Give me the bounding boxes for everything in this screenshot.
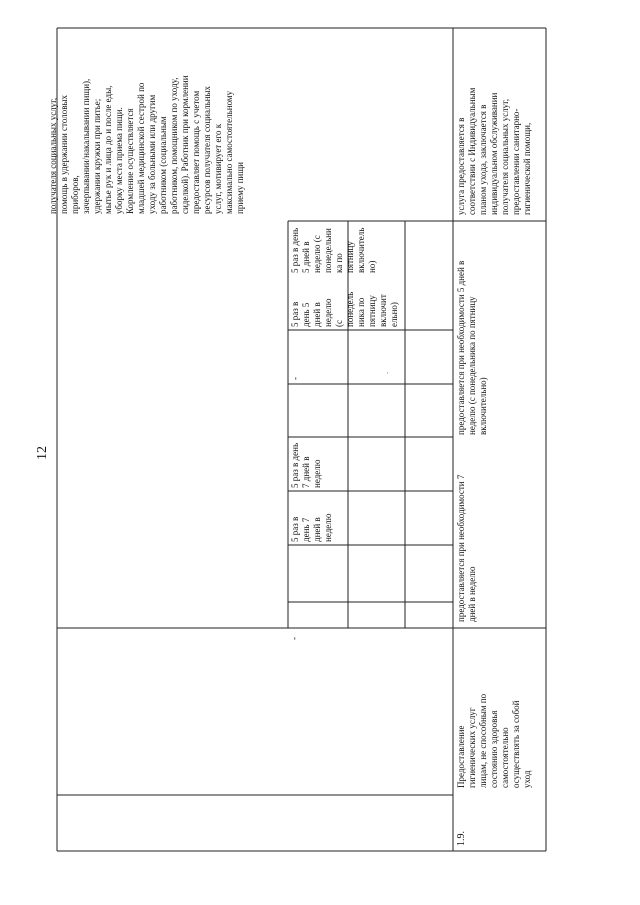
line: предоставляет помощь с учетом	[191, 90, 201, 214]
line: осуществлять за собой	[511, 700, 521, 788]
line: уборку места приема пищи.	[114, 107, 124, 214]
line: гигиенических услуг	[467, 707, 477, 788]
line: состоянию здоровья	[489, 710, 499, 788]
line: 5 дней в	[301, 241, 311, 273]
line: помощь в удержании столовых	[59, 94, 69, 214]
line: 5 раз в	[290, 516, 300, 542]
line: работником (социальным	[158, 116, 168, 214]
freq-cell	[290, 377, 301, 380]
line: ка по	[334, 253, 344, 273]
service-description	[456, 88, 533, 215]
line: ника по	[356, 297, 366, 327]
row-number	[456, 831, 467, 846]
line: мытье рук и лица до и после еды,	[103, 85, 113, 214]
freq-cell	[290, 514, 334, 542]
line: самостоятельно	[500, 727, 510, 788]
line: дней в неделю	[467, 566, 477, 622]
line: дней в	[312, 302, 322, 327]
line: зачерпывании/накалывании пищи),	[81, 78, 91, 214]
line: максимально самостоятельному	[224, 90, 234, 214]
line: Предоставление	[456, 725, 466, 788]
line: получателя социальных услуг,	[500, 98, 510, 215]
line: день 5	[301, 302, 311, 327]
line: приборов,	[70, 175, 80, 214]
line: 1.9.	[456, 831, 467, 846]
freq-cell	[290, 228, 378, 273]
line: пятницу	[345, 241, 355, 273]
page-number: 12	[35, 446, 50, 460]
line: понедельни	[323, 228, 333, 273]
line: услуга предоставляется в	[456, 117, 466, 215]
line: уходу за больными или другим	[147, 94, 157, 214]
line: включительно)	[478, 377, 488, 435]
line: 5 раз в день	[290, 227, 300, 273]
line: уход	[522, 770, 532, 788]
line: 5 раз в день	[290, 442, 300, 488]
line: -	[289, 637, 299, 640]
line: включит	[378, 294, 388, 327]
line: Кормление осуществляется	[125, 108, 135, 214]
line: услуг, мотивирует его к	[213, 123, 223, 214]
line: дней в	[312, 517, 322, 542]
line: ельно)	[389, 302, 399, 327]
line: сиделкой). Работник при кормлении	[180, 75, 190, 214]
prev-description	[48, 75, 246, 214]
line: день 7	[301, 517, 311, 542]
line: неделю	[323, 298, 333, 327]
line: получателя социальных услуг,	[48, 97, 58, 214]
line: предоставляется при необходимости 7	[456, 474, 466, 622]
line: 5 раз в	[290, 301, 300, 327]
line: удержании кружки при питье;	[92, 98, 102, 214]
line: предоставлении санитарно-	[511, 108, 521, 215]
line: 7 дней в	[301, 456, 311, 488]
line: но)	[367, 260, 377, 273]
line: неделю (с	[312, 235, 322, 273]
line: (с	[334, 320, 344, 327]
line: пятницу	[367, 295, 377, 327]
freq-cell	[289, 637, 300, 640]
line: неделю (с понедельника по пятницу	[467, 296, 477, 435]
frequency-5-days	[456, 261, 489, 435]
freq-cell	[290, 443, 323, 488]
line: -	[290, 377, 300, 380]
line: лицам, не способным по	[478, 693, 488, 788]
line: неделю	[312, 459, 322, 488]
service-name	[456, 694, 533, 788]
line: работником, помощником по уходу,	[169, 77, 179, 214]
line: включитель	[356, 227, 366, 273]
scan-speck: ·	[386, 368, 389, 378]
line: младшей медицинской сестрой по	[136, 82, 146, 214]
line: гигиенической помощи,	[522, 122, 532, 215]
line: индивидуальном обслуживании	[489, 92, 499, 215]
line: соответствии с Индивидуальным	[467, 87, 477, 215]
freq-cell	[290, 292, 400, 327]
line: неделю	[323, 513, 333, 542]
line: приему пищи	[235, 162, 245, 214]
line: ресурсов получателя социальных	[202, 85, 212, 214]
line: планом ухода, заключается в	[478, 104, 488, 215]
frequency-7-days	[456, 475, 478, 622]
line: предоставляется при необходимости 5 дней в	[456, 260, 466, 435]
line: понедель	[345, 291, 355, 327]
